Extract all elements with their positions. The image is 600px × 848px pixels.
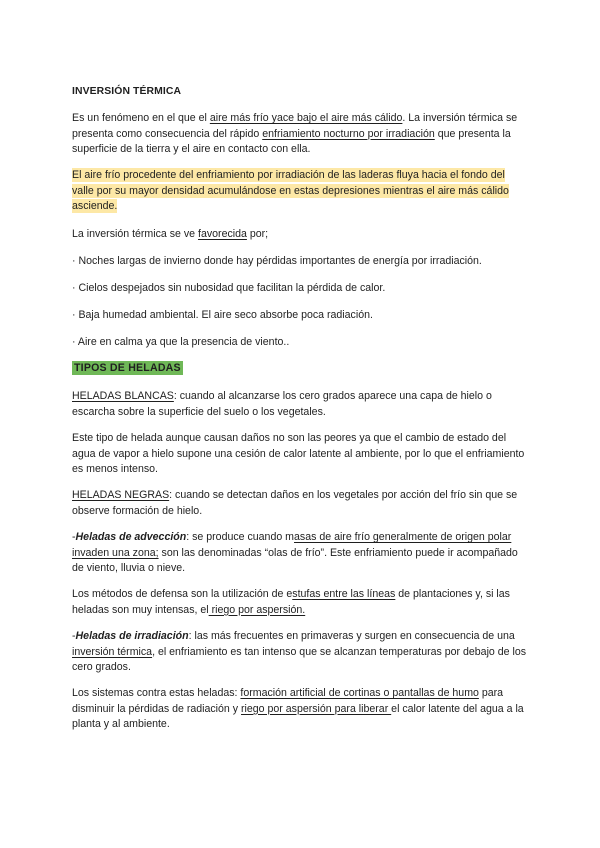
paragraph-heladas-negras: [72, 488, 528, 519]
underlined-phrase: aire más frío yace bajo el aire más cálido: [209, 112, 403, 124]
underlined-phrase: formación artificial de cortinas o pantallas de humo: [240, 687, 479, 699]
underlined-phrase: riego por aspersión para liberar: [241, 702, 392, 715]
underlined-phrase: asas de aire frío generalmente de origen polar invaden una zona;: [72, 531, 512, 559]
page-title: INVERSIÓN TÉRMICA: [72, 86, 182, 97]
term-heladas-adveccion: Heladas de advección: [75, 531, 187, 543]
term-heladas-irradiacion: Heladas de irradiación: [75, 630, 189, 642]
text: Es un fenómeno en el que el: [72, 112, 210, 124]
text: por;: [246, 228, 269, 240]
text: : cuando al alcanzarse los cero grados aparece una capa de hielo o escarcha sobre la superficie del suelo o los vegetales.: [72, 390, 492, 418]
underlined-phrase: inversión térmica: [72, 645, 153, 658]
paragraph-heladas-blancas: [72, 389, 528, 420]
underlined-phrase: stufas entre las líneas: [292, 588, 396, 600]
text: son las denominadas “olas de frío”. Este enfriamiento puede ir acompañado de viento, lluvia o nieve.: [72, 546, 518, 574]
text: : se produce cuando m: [186, 531, 295, 543]
underlined-phrase: enfriamiento nocturno por irradiación: [262, 127, 435, 140]
paragraph-adveccion: [72, 530, 528, 577]
highlighted-text: El aire frío procedente del enfriamiento por irradiación de las laderas fluya hacia el fondo del valle por su mayor densidad acumulándose en estas depresiones mientras el aire más cálido asciende.: [72, 169, 509, 212]
section-heading-label: TIPOS DE HELADAS: [74, 362, 181, 374]
dash: -: [72, 630, 76, 642]
text: Los métodos de defensa son la utilización de e: [72, 588, 293, 600]
paragraph-highlighted: [72, 168, 528, 215]
paragraph-sistemas: [72, 686, 528, 733]
list-item: · Cielos despejados sin nubosidad que facilitan la pérdida de calor.: [72, 282, 386, 294]
list-item: · Baja humedad ambiental. El aire seco absorbe poca radiación.: [72, 309, 373, 321]
text: , el enfriamiento es tan intenso que se alcanzan temperaturas por debajo de los cero grados.: [72, 645, 527, 673]
paragraph-tipo-helada: Este tipo de helada aunque causan daños no son las peores ya que el cambio de estado del agua de vapor a hielo supone una cesión de calor latente al ambiente, por lo que el enfriamiento es menos intenso.: [72, 432, 525, 475]
term-heladas-blancas: HELADAS BLANCAS: [72, 390, 174, 402]
dash: -: [72, 531, 76, 543]
text: de plantaciones y, si las heladas son muy intensas, el: [72, 588, 510, 616]
underlined-word: favorecida: [198, 228, 247, 240]
paragraph-definition: [72, 111, 528, 158]
term-heladas-negras: HELADAS NEGRAS: [72, 489, 170, 501]
text: el calor latente del agua a la planta y al ambiente.: [72, 702, 524, 730]
text: : las más frecuentes en primaveras y surgen en consecuencia de una: [188, 630, 515, 642]
paragraph-irradiacion: [72, 629, 528, 676]
section-heading: [72, 361, 528, 377]
paragraph-defensa: [72, 587, 528, 618]
list-item: · Noches largas de invierno donde hay pérdidas importantes de energía por irradiación.: [72, 255, 482, 267]
text: . La inversión térmica se presenta como consecuencia del rápido: [72, 112, 518, 140]
paragraph-favorecida: [72, 227, 528, 243]
list-item: · Aire en calma ya que la presencia de viento..: [72, 336, 290, 348]
text: La inversión térmica se ve: [72, 228, 199, 240]
text: que presenta la superficie de la tierra y el aire en contacto con ella.: [72, 127, 511, 155]
text: para disminuir la pérdidas de radiación y: [72, 687, 504, 715]
underlined-phrase: riego por aspersión.: [208, 603, 306, 616]
text: Los sistemas contra estas heladas:: [72, 687, 241, 699]
text: : cuando se detectan daños en los vegetales por acción del frío sin que se observe formación de hielo.: [72, 489, 518, 517]
